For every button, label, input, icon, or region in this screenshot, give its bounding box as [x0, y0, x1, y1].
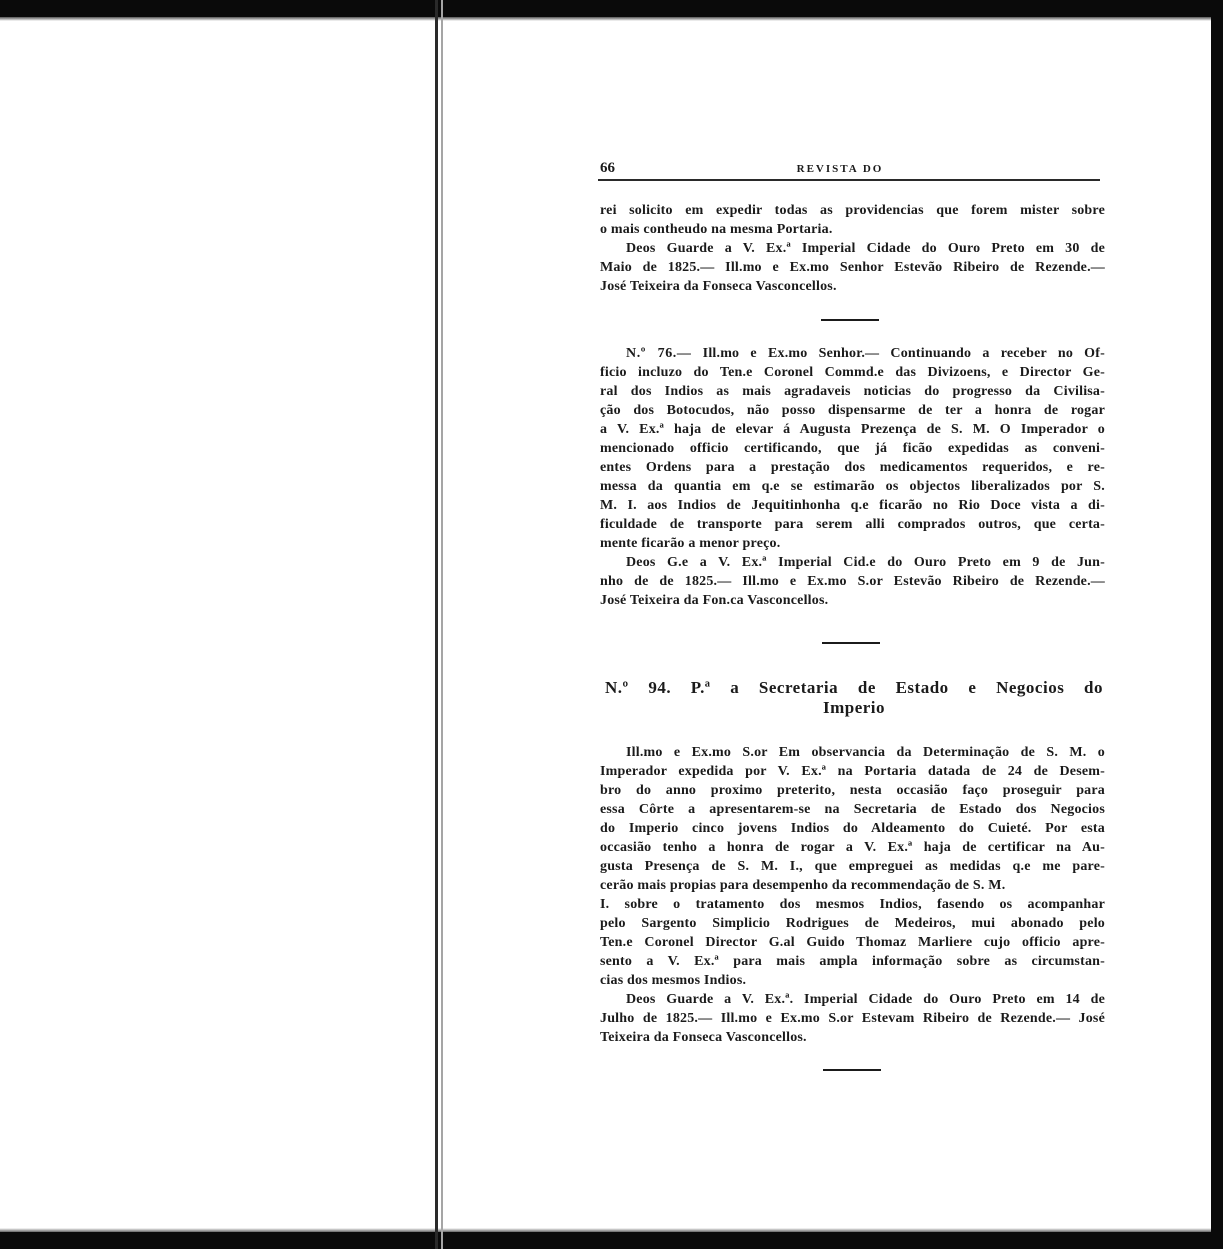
text-line: ficio incluzo do Ten.e Coronel Commd.e das Divizoens, e Director Ge- — [600, 365, 1105, 380]
scan-border-bottom — [0, 1232, 1223, 1249]
text-line: cias dos mesmos Indios. — [600, 973, 747, 988]
paragraph — [600, 201, 1105, 296]
text-line: Imperador expedida por V. Ex.ª na Portaria datada de 24 de Desem- — [600, 764, 1105, 779]
text-line: essa Côrte a apresentarem-se na Secretaria de Estado dos Negocios — [600, 802, 1105, 817]
page-number: 66 — [600, 160, 615, 176]
text-line: rei solicito em expedir todas as providencias que forem mister sobre — [600, 203, 1105, 218]
book-gutter-line — [435, 0, 438, 1249]
text-line: bro do anno proximo preterito, nesta occasião faço proseguir para — [600, 783, 1105, 798]
heading-line: N.º 94. P.ª a Secretaria de Estado e Negocios do — [605, 678, 1103, 697]
text-line: José Teixeira da Fonseca Vasconcellos. — [600, 279, 837, 294]
text-line: Julho de 1825.— Ill.mo e Ex.mo S.or Estevam Ribeiro de Rezende.— José — [600, 1011, 1105, 1026]
text-line: José Teixeira da Fon.ca Vasconcellos. — [600, 593, 829, 608]
text-line: nho de de 1825.— Ill.mo e Ex.mo S.or Estevão Ribeiro de Rezende.— — [600, 574, 1105, 589]
text-line: mencionado officio certificando, que já ficão expedidas as conveni- — [600, 441, 1105, 456]
text-line: ção dos Botocudos, não posso dispensarme de ter a honra de rogar — [600, 403, 1105, 418]
book-gutter-shadow — [441, 0, 443, 1249]
text-line: Deos G.e a V. Ex.ª Imperial Cid.e do Ouro Preto em 9 de Jun- — [626, 555, 1105, 570]
text-line: pelo Sargento Simplicio Rodrigues de Medeiros, mui abonado pelo — [600, 916, 1105, 931]
text-line: M. I. aos Indios de Jequitinhonha q.e ficarão no Rio Doce vista a di- — [600, 498, 1105, 513]
text-line: ral dos Indios as mais agradaveis noticias do progresso da Civilisa- — [600, 384, 1105, 399]
text-line: Ten.e Coronel Director G.al Guido Thomaz Marliere cujo officio apre- — [600, 935, 1105, 950]
text-line — [600, 344, 1105, 363]
text-line: Deos Guarde a V. Ex.ª. Imperial Cidade do Ouro Preto em 14 de — [626, 992, 1105, 1007]
header-rule — [598, 179, 1100, 181]
text-line: a V. Ex.ª haja de elevar á Augusta Prezença de S. M. O Imperador o — [600, 422, 1105, 437]
scan-border-right — [1211, 0, 1223, 1249]
text-line: mente ficarão a menor preço. — [600, 536, 781, 551]
paragraph — [600, 743, 1105, 1047]
scan-border-top-shadow — [0, 17, 1223, 21]
paragraph — [600, 344, 1105, 610]
heading-line: Imperio — [822, 698, 886, 717]
text-line: messa da quantia em q.e se estimarão os objectos liberalizados por S. — [600, 479, 1105, 494]
scan-border-top — [0, 0, 1223, 17]
text-line: entes Ordens para a prestação dos medicamentos requeridos, e re- — [600, 460, 1105, 475]
text-line: Teixeira da Fonseca Vasconcellos. — [600, 1030, 807, 1045]
section-heading — [600, 678, 1105, 718]
text-line: Deos Guarde a V. Ex.ª Imperial Cidade do Ouro Preto em 30 de — [626, 241, 1105, 256]
text-line: sento a V. Ex.ª para mais ampla informação sobre as circumstan- — [600, 954, 1105, 969]
section-separator — [823, 1069, 881, 1071]
text-line: cerão mais propias para desempenho da recommendação de S. M. — [600, 878, 1006, 893]
text-line: gusta Presença de S. M. I., que empreguei as medidas q.e me pare- — [600, 859, 1105, 874]
text-line: o mais contheudo na mesma Portaria. — [600, 222, 833, 237]
text-line: Maio de 1825.— Ill.mo e Ex.mo Senhor Estevão Ribeiro de Rezende.— — [600, 260, 1105, 275]
section-separator — [822, 642, 880, 644]
section-separator — [821, 319, 879, 321]
running-title: REVISTA DO — [796, 163, 884, 175]
text-line: do Imperio cinco jovens Indios do Aldeamento do Cuieté. Por esta — [600, 821, 1105, 836]
text-line: ficuldade de transporte para serem alli comprados outros, que certa- — [600, 517, 1105, 532]
letter-number: N.º 76.— — [626, 346, 692, 361]
text-line: I. sobre o tratamento dos mesmos Indios, fasendo os acompanhar — [600, 897, 1105, 912]
text-line: occasião tenho a honra de rogar a V. Ex.ª haja de certificar na Au- — [600, 840, 1105, 855]
text-line-rest: Ill.mo e Ex.mo Senhor.— Continuando a receber no Of- — [702, 346, 1105, 361]
text-line: Ill.mo e Ex.mo S.or Em observancia da Determinação de S. M. o — [626, 745, 1105, 760]
